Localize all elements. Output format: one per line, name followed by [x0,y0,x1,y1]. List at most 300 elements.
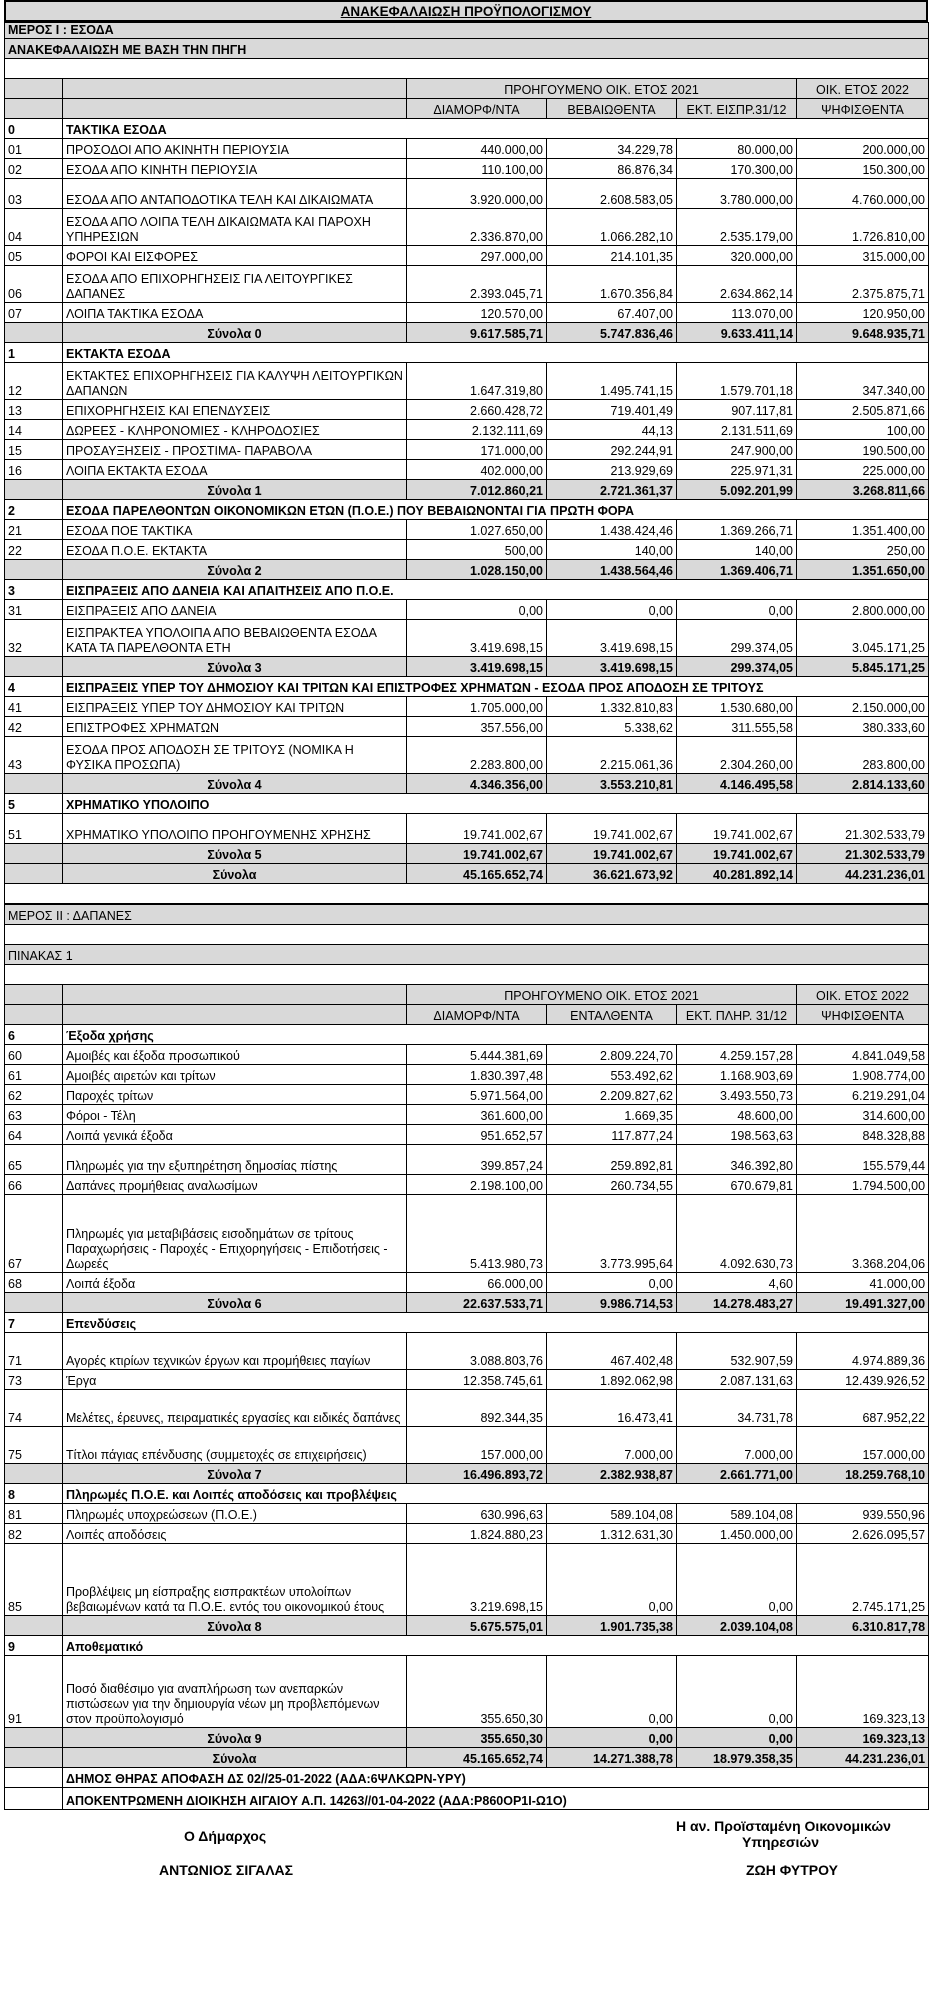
row-value: 198.563,63 [677,1125,797,1145]
total-value: 19.491.327,00 [797,1293,929,1313]
row-label: Έργα [63,1370,407,1390]
row-value: 170.300,00 [677,159,797,179]
spacer-row [5,965,929,985]
row-value: 155.579,44 [797,1145,929,1175]
group-label: ΤΑΚΤΙΚΑ ΕΣΟΔΑ [63,119,929,139]
row-value: 1.168.903,69 [677,1065,797,1085]
row-value: 630.996,63 [407,1504,547,1524]
row-value: 346.392,80 [677,1145,797,1175]
total-value: 14.271.388,78 [547,1748,677,1768]
total-label: Σύνολα [63,864,407,884]
table-row [5,1175,929,1195]
total-label: Σύνολα 7 [63,1464,407,1484]
row-label: Πληρωμές υποχρεώσεων (Π.Ο.Ε.) [63,1504,407,1524]
row-label: ΧΡΗΜΑΤΙΚΟ ΥΠΟΛΟΙΠΟ ΠΡΟΗΓΟΥΜΕΝΗΣ ΧΡΗΣΗΣ [63,814,407,844]
total-value: 45.165.652,74 [407,864,547,884]
total-label: Σύνολα 2 [63,560,407,580]
row-code: 03 [5,179,63,209]
total-row [5,774,929,794]
row-label: Λοιπά έξοδα [63,1273,407,1293]
row-label: ΕΣΟΔΑ ΑΠΟ ΕΠΙΧΟΡΗΓΗΣΕΙΣ ΓΙΑ ΛΕΙΤΟΥΡΓΙΚΕΣ ΔΑΠΑΝΕΣ [63,266,407,303]
table-row [5,440,929,460]
row-label: Τίτλοι πάγιας επένδυσης (συμμετοχές σε επιχειρήσεις) [63,1427,407,1464]
row-label: Προβλέψεις μη είσπραξης εισπρακτέων υπολοίπων βεβαιωμένων κατά τα Π.Ο.Ε. εντός του οικονομικού έτους [63,1544,407,1616]
row-value: 4.092.630,73 [677,1195,797,1273]
revenue-table-body [5,23,929,119]
column-header: ΒΕΒΑΙΩΘΕΝΤΑ [547,99,677,119]
year-header: ΟΙΚ. ΕΤΟΣ 2022 [797,79,929,99]
group-code: 2 [5,500,63,520]
row-value: 157.000,00 [797,1427,929,1464]
row-code: 32 [5,620,63,657]
row-value: 200.000,00 [797,139,929,159]
table-row [5,1105,929,1125]
total-value: 1.369.406,71 [677,560,797,580]
group-label: Έξοδα χρήσης [63,1025,929,1045]
total-value: 0,00 [547,1728,677,1748]
row-value: 892.344,35 [407,1390,547,1427]
row-label: Φόροι - Τέλη [63,1105,407,1125]
part-subheading-row [5,39,929,59]
row-value: 110.100,00 [407,159,547,179]
total-label: Σύνολα 3 [63,657,407,677]
total-value: 7.012.860,21 [407,480,547,500]
row-label: ΦΟΡΟΙ ΚΑΙ ΕΙΣΦΟΡΕΣ [63,246,407,266]
row-value: 2.660.428,72 [407,400,547,420]
row-value: 150.300,00 [797,159,929,179]
row-value: 2.608.583,05 [547,179,677,209]
total-label: Σύνολα 5 [63,844,407,864]
total-value: 5.747.836,46 [547,323,677,343]
total-value: 0,00 [677,1728,797,1748]
row-value: 2.626.095,57 [797,1524,929,1544]
table-label-row [5,945,929,965]
row-value: 66.000,00 [407,1273,547,1293]
row-value: 848.328,88 [797,1125,929,1145]
row-value: 1.332.810,83 [547,697,677,717]
column-header: ΨΗΦΙΣΘΕΝΤΑ [797,1005,929,1025]
row-code: 22 [5,540,63,560]
row-value: 299.374,05 [677,620,797,657]
group-code: 4 [5,677,63,697]
total-value: 5.092.201,99 [677,480,797,500]
row-value: 907.117,81 [677,400,797,420]
row-value: 225.000,00 [797,460,929,480]
row-value: 260.734,55 [547,1175,677,1195]
mayor-title: Ο Δήμαρχος [184,1828,267,1844]
row-code: 63 [5,1105,63,1125]
total-label: Σύνολα 0 [63,323,407,343]
total-value: 44.231.236,01 [797,864,929,884]
row-value: 34.229,78 [547,139,677,159]
row-value: 951.652,57 [407,1125,547,1145]
total-value: 355.650,30 [407,1728,547,1748]
table-row [5,1656,929,1728]
total-row [5,844,929,864]
row-value: 117.877,24 [547,1125,677,1145]
row-value: 7.000,00 [677,1427,797,1464]
row-value: 0,00 [677,1656,797,1728]
group-label: ΧΡΗΜΑΤΙΚΟ ΥΠΟΛΟΙΠΟ [63,794,929,814]
row-code: 15 [5,440,63,460]
row-code: 61 [5,1065,63,1085]
group-row [5,1313,929,1333]
row-label: ΕΠΙΣΤΡΟΦΕΣ ΧΡΗΜΑΤΩΝ [63,717,407,737]
total-value: 22.637.533,71 [407,1293,547,1313]
row-label: Αγορές κτιρίων τεχνικών έργων και προμήθειες παγίων [63,1333,407,1370]
row-label: ΠΡΟΣΑΥΞΗΣΕΙΣ - ΠΡΟΣΤΙΜΑ- ΠΑΡΑΒΟΛΑ [63,440,407,460]
column-header-row [5,99,929,119]
row-value: 1.579.701,18 [677,363,797,400]
row-value: 41.000,00 [797,1273,929,1293]
row-value: 5.444.381,69 [407,1045,547,1065]
total-value: 18.259.768,10 [797,1464,929,1484]
row-value: 16.473,41 [547,1390,677,1427]
row-value: 1.892.062,98 [547,1370,677,1390]
row-label: ΕΣΟΔΑ ΑΠΟ ΛΟΙΠΑ ΤΕΛΗ ΔΙΚΑΙΩΜΑΤΑ ΚΑΙ ΠΑΡΟΧΗ ΥΠΗΡΕΣΙΩΝ [63,209,407,246]
table-row [5,1544,929,1616]
table-row [5,266,929,303]
table-row [5,400,929,420]
total-value: 14.278.483,27 [677,1293,797,1313]
row-value: 4.259.157,28 [677,1045,797,1065]
total-label: Σύνολα 4 [63,774,407,794]
revenue-table [4,22,929,904]
row-value: 0,00 [407,600,547,620]
part-heading-row [5,23,929,39]
group-code: 0 [5,119,63,139]
total-value: 18.979.358,35 [677,1748,797,1768]
row-value: 190.500,00 [797,440,929,460]
row-value: 2.131.511,69 [677,420,797,440]
row-code: 67 [5,1195,63,1273]
spacer-row [5,925,929,945]
row-value: 553.492,62 [547,1065,677,1085]
row-value: 402.000,00 [407,460,547,480]
row-label: Λοιπές αποδόσεις [63,1524,407,1544]
table-row [5,1273,929,1293]
row-value: 44,13 [547,420,677,440]
row-value: 86.876,34 [547,159,677,179]
row-value: 21.302.533,79 [797,814,929,844]
finance-head-name: ΖΩΗ ΦΥΤΡΟΥ [746,1862,838,1878]
row-value: 34.731,78 [677,1390,797,1427]
row-value: 311.555,58 [677,717,797,737]
group-label: Επενδύσεις [63,1313,929,1333]
row-label: Ποσό διαθέσιμο για αναπλήρωση των ανεπαρκών πιστώσεων για την δημιουργία νέων μη προβλεπόμενων στον προϋπολογισμό [63,1656,407,1728]
row-code: 64 [5,1125,63,1145]
row-value: 2.505.871,66 [797,400,929,420]
total-value: 9.633.411,14 [677,323,797,343]
part-heading-row [5,905,929,925]
row-value: 5.338,62 [547,717,677,737]
row-value: 2.800.000,00 [797,600,929,620]
row-code: 75 [5,1427,63,1464]
group-row [5,1025,929,1045]
row-code: 66 [5,1175,63,1195]
table-row [5,363,929,400]
row-value: 314.600,00 [797,1105,929,1125]
table-row [5,1390,929,1427]
row-value: 4.760.000,00 [797,179,929,209]
row-label: ΕΙΣΠΡΑΞΕΙΣ ΥΠΕΡ ΤΟΥ ΔΗΜΟΣΙΟΥ ΚΑΙ ΤΡΙΤΩΝ [63,697,407,717]
group-row [5,500,929,520]
row-value: 48.600,00 [677,1105,797,1125]
row-code: 12 [5,363,63,400]
table-row [5,303,929,323]
column-header: ΕΝΤΑΛΘΕΝΤΑ [547,1005,677,1025]
row-code: 13 [5,400,63,420]
row-code: 60 [5,1045,63,1065]
group-label: Πληρωμές Π.Ο.Ε. και Λοιπές αποδόσεις και προβλέψεις [63,1484,929,1504]
total-value: 299.374,05 [677,657,797,677]
row-value: 399.857,24 [407,1145,547,1175]
row-value: 380.333,60 [797,717,929,737]
row-code: 41 [5,697,63,717]
row-code: 91 [5,1656,63,1728]
total-value: 40.281.892,14 [677,864,797,884]
total-value: 2.661.771,00 [677,1464,797,1484]
row-label: Παροχές τρίτων [63,1085,407,1105]
group-code: 9 [5,1636,63,1656]
prev-year-header: ΠΡΟΗΓΟΥΜΕΝΟ ΟΙΚ. ΕΤΟΣ 2021 [407,985,797,1005]
total-value: 3.419.698,15 [547,657,677,677]
total-value: 16.496.893,72 [407,1464,547,1484]
row-value: 100,00 [797,420,929,440]
total-value: 1.438.564,46 [547,560,677,580]
table-label: ΠΙΝΑΚΑΣ 1 [5,945,929,965]
total-value: 45.165.652,74 [407,1748,547,1768]
row-value: 939.550,96 [797,1504,929,1524]
table-row [5,1333,929,1370]
table-row [5,159,929,179]
group-code: 6 [5,1025,63,1045]
group-row [5,580,929,600]
row-value: 1.530.680,00 [677,697,797,717]
row-value: 2.198.100,00 [407,1175,547,1195]
row-code: 81 [5,1504,63,1524]
group-row [5,1636,929,1656]
group-label: ΕΙΣΠΡΑΞΕΙΣ ΥΠΕΡ ΤΟΥ ΔΗΜΟΣΙΟΥ ΚΑΙ ΤΡΙΤΩΝ ΚΑΙ ΕΠΙΣΤΡΟΦΕΣ ΧΡΗΜΑΤΩΝ - ΕΣΟΔΑ ΠΡΟΣ ΑΠΟΔΟΣΗ ΣΕ ΤΡΙΤΟΥΣ [63,677,929,697]
row-code: 51 [5,814,63,844]
total-value: 1.351.650,00 [797,560,929,580]
budget-summary-sheet [4,0,928,1930]
total-value: 3.553.210,81 [547,774,677,794]
row-value: 3.045.171,25 [797,620,929,657]
total-value: 19.741.002,67 [407,844,547,864]
row-label: ΕΣΟΔΑ ΠΡΟΣ ΑΠΟΔΟΣΗ ΣΕ ΤΡΙΤΟΥΣ (ΝΟΜΙΚΑ Η ΦΥΣΙΚΑ ΠΡΟΣΩΠΑ) [63,737,407,774]
row-value: 1.705.000,00 [407,697,547,717]
row-value: 3.219.698,15 [407,1544,547,1616]
row-value: 80.000,00 [677,139,797,159]
table-row [5,1065,929,1085]
row-value: 355.650,30 [407,1656,547,1728]
row-code: 43 [5,737,63,774]
mayor-name: ΑΝΤΩΝΙΟΣ ΣΙΓΑΛΑΣ [159,1862,294,1878]
row-value: 3.773.995,64 [547,1195,677,1273]
table-row [5,520,929,540]
table-row [5,540,929,560]
row-value: 670.679,81 [677,1175,797,1195]
column-header: ΕΚΤ. ΠΛΗΡ. 31/12 [677,1005,797,1025]
row-value: 2.393.045,71 [407,266,547,303]
row-code: 14 [5,420,63,440]
total-row [5,1728,929,1748]
row-value: 687.952,22 [797,1390,929,1427]
row-value: 4.974.889,36 [797,1333,929,1370]
total-value: 4.146.495,58 [677,774,797,794]
total-value: 19.741.002,67 [677,844,797,864]
total-value: 9.617.585,71 [407,323,547,343]
group-label: ΕΣΟΔΑ ΠΑΡΕΛΘΟΝΤΩΝ ΟΙΚΟΝΟΜΙΚΩΝ ΕΤΩΝ (Π.Ο.Ε.) ΠΟΥ ΒΕΒΑΙΩΝΟΝΤΑΙ ΓΙΑ ΠΡΩΤΗ ΦΟΡΑ [63,500,929,520]
total-label: Σύνολα 8 [63,1616,407,1636]
row-value: 1.027.650,00 [407,520,547,540]
year-header-row [5,985,929,1005]
row-label: Αμοιβές και έξοδα προσωπικού [63,1045,407,1065]
table-row [5,139,929,159]
group-row [5,1484,929,1504]
row-value: 3.419.698,15 [547,620,677,657]
table-row [5,1195,929,1273]
row-label: ΕΚΤΑΚΤΕΣ ΕΠΙΧΟΡΗΓΗΣΕΙΣ ΓΙΑ ΚΑΛΥΨΗ ΛΕΙΤΟΥΡΓΙΚΩΝ ΔΑΠΑΝΩΝ [63,363,407,400]
row-code: 02 [5,159,63,179]
row-value: 113.070,00 [677,303,797,323]
row-value: 12.439.926,52 [797,1370,929,1390]
row-value: 2.375.875,71 [797,266,929,303]
row-label: Πληρωμές για την εξυπηρέτηση δημοσίας πίστης [63,1145,407,1175]
row-value: 297.000,00 [407,246,547,266]
row-code: 21 [5,520,63,540]
row-value: 347.340,00 [797,363,929,400]
row-value: 2.150.000,00 [797,697,929,717]
total-label: Σύνολα 6 [63,1293,407,1313]
row-label: ΛΟΙΠΑ ΕΚΤΑΚΤΑ ΕΣΟΔΑ [63,460,407,480]
table-row [5,620,929,657]
row-value: 6.219.291,04 [797,1085,929,1105]
row-label: ΛΟΙΠΑ ΤΑΚΤΙΚΑ ΕΣΟΔΑ [63,303,407,323]
total-row [5,1293,929,1313]
spacer-row [5,884,929,904]
total-value: 169.323,13 [797,1728,929,1748]
total-value: 2.814.133,60 [797,774,929,794]
row-value: 1.794.500,00 [797,1175,929,1195]
row-value: 1.450.000,00 [677,1524,797,1544]
finance-head-title-2: Υπηρεσιών [742,1834,819,1850]
row-value: 1.312.631,30 [547,1524,677,1544]
row-value: 2.745.171,25 [797,1544,929,1616]
row-value: 140,00 [547,540,677,560]
row-value: 2.535.179,00 [677,209,797,246]
row-value: 500,00 [407,540,547,560]
total-row [5,657,929,677]
row-value: 0,00 [547,1544,677,1616]
table-row [5,1524,929,1544]
column-header: ΨΗΦΙΣΘΕΝΤΑ [797,99,929,119]
row-value: 7.000,00 [547,1427,677,1464]
finance-head-title: Η αν. Προϊσταμένη Οικονομικών [676,1818,891,1834]
group-code: 3 [5,580,63,600]
approval-note-row [5,1768,929,1788]
row-value: 0,00 [547,600,677,620]
row-code: 06 [5,266,63,303]
table-row [5,420,929,440]
total-value: 21.302.533,79 [797,844,929,864]
total-row [5,1464,929,1484]
total-value: 3.268.811,66 [797,480,929,500]
revenue-rows [5,119,929,884]
row-value: 2.336.870,00 [407,209,547,246]
row-value: 292.244,91 [547,440,677,460]
row-value: 1.369.266,71 [677,520,797,540]
row-label: Δαπάνες προμήθειας αναλωσίμων [63,1175,407,1195]
row-value: 440.000,00 [407,139,547,159]
total-value: 1.028.150,00 [407,560,547,580]
row-value: 1.669,35 [547,1105,677,1125]
total-value: 4.346.356,00 [407,774,547,794]
signature-block [4,1810,928,1930]
row-value: 0,00 [547,1656,677,1728]
row-value: 3.368.204,06 [797,1195,929,1273]
group-label: Αποθεματικό [63,1636,929,1656]
row-value: 0,00 [677,1544,797,1616]
row-value: 19.741.002,67 [547,814,677,844]
row-value: 120.570,00 [407,303,547,323]
row-label: Λοιπά γενικά έξοδα [63,1125,407,1145]
table-row [5,179,929,209]
group-code: 1 [5,343,63,363]
group-row [5,677,929,697]
row-value: 361.600,00 [407,1105,547,1125]
table-row [5,717,929,737]
row-value: 283.800,00 [797,737,929,774]
group-row [5,119,929,139]
part1-subheading: ΑΝΑΚΕΦΑΛΑΙΩΣΗ ΜΕ ΒΑΣΗ ΤΗΝ ΠΗΓΗ [5,39,929,59]
row-value: 0,00 [547,1273,677,1293]
row-label: ΕΣΟΔΑ ΑΠΟ ΑΝΤΑΠΟΔΟΤΙΚΑ ΤΕΛΗ ΚΑΙ ΔΙΚΑΙΩΜΑΤΑ [63,179,407,209]
row-value: 2.087.131,63 [677,1370,797,1390]
row-value: 2.304.260,00 [677,737,797,774]
row-value: 5.413.980,73 [407,1195,547,1273]
row-value: 1.647.319,80 [407,363,547,400]
row-value: 2.283.800,00 [407,737,547,774]
row-label: ΕΙΣΠΡΑΞΕΙΣ ΑΠΟ ΔΑΝΕΙΑ [63,600,407,620]
row-value: 1.824.880,23 [407,1524,547,1544]
year-header-row [5,79,929,99]
total-value: 19.741.002,67 [547,844,677,864]
row-value: 532.907,59 [677,1333,797,1370]
row-label: ΕΣΟΔΑ Π.Ο.Ε. ΕΚΤΑΚΤΑ [63,540,407,560]
row-value: 259.892,81 [547,1145,677,1175]
group-row [5,794,929,814]
part2-heading: ΜΕΡΟΣ ΙΙ : ΔΑΠΑΝΕΣ [5,905,929,925]
column-header-row [5,1005,929,1025]
row-code: 71 [5,1333,63,1370]
row-code: 65 [5,1145,63,1175]
row-value: 2.809.224,70 [547,1045,677,1065]
row-value: 589.104,08 [677,1504,797,1524]
table-row [5,246,929,266]
row-code: 04 [5,209,63,246]
row-value: 1.670.356,84 [547,266,677,303]
row-value: 3.920.000,00 [407,179,547,209]
table-row [5,1370,929,1390]
table-row [5,737,929,774]
row-code: 01 [5,139,63,159]
total-value: 9.648.935,71 [797,323,929,343]
row-value: 2.634.862,14 [677,266,797,303]
row-value: 157.000,00 [407,1427,547,1464]
total-value: 44.231.236,01 [797,1748,929,1768]
